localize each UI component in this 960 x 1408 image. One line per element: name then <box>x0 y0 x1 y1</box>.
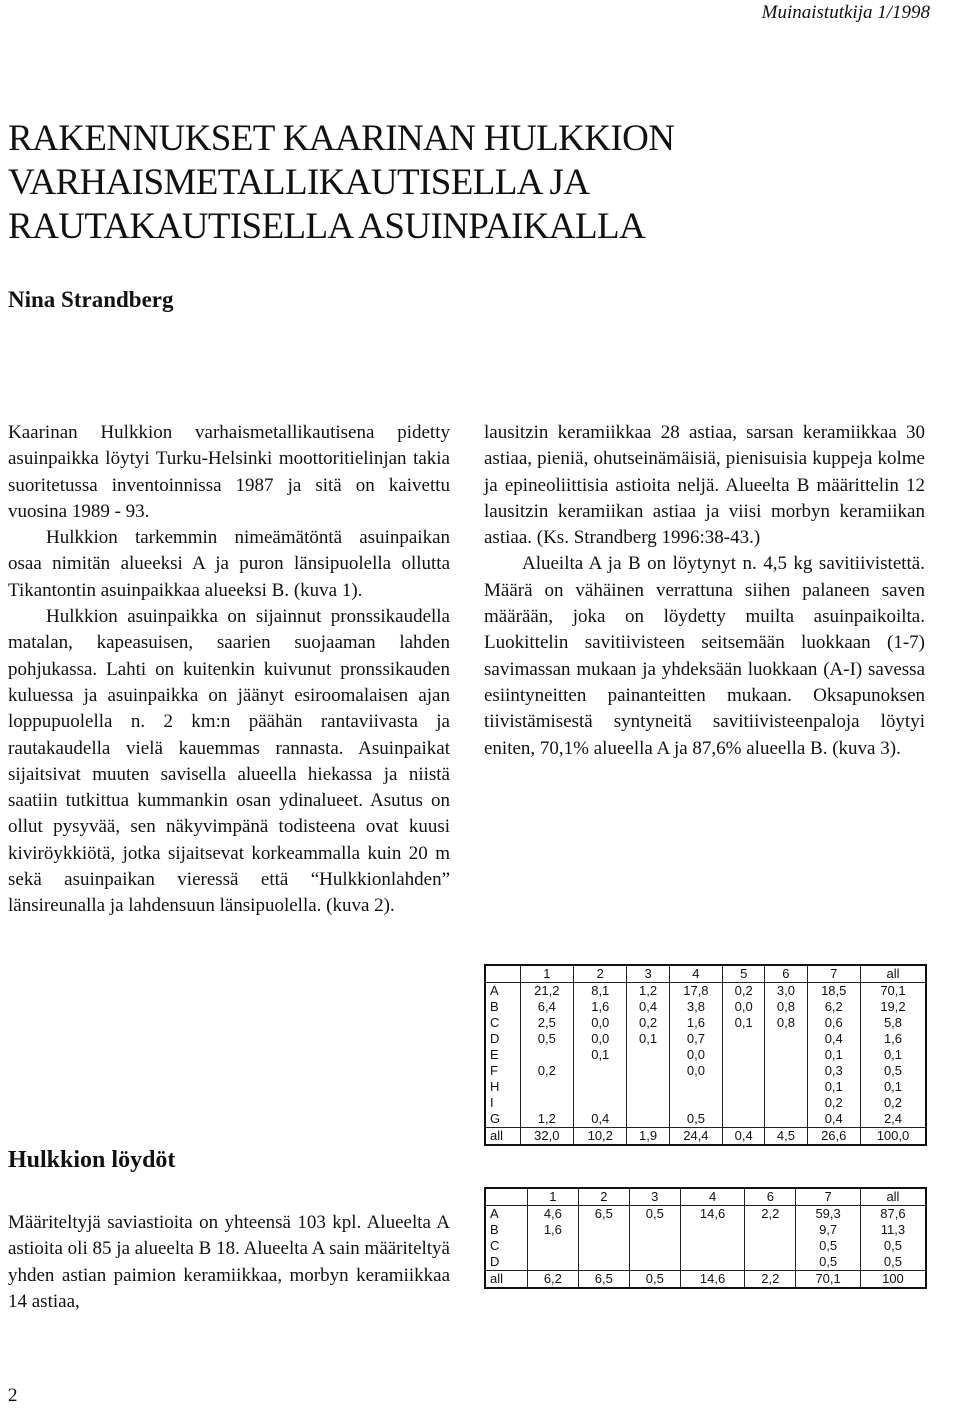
table-cell: 3,0 <box>765 983 807 1000</box>
table-cell: C <box>485 1238 527 1254</box>
table-cell: 100 <box>860 1271 926 1289</box>
table-row <box>485 1271 926 1289</box>
table-cell: 59,3 <box>796 1206 861 1223</box>
table-row <box>485 1095 926 1111</box>
table-cell <box>629 1222 680 1238</box>
table-cell: 9,7 <box>796 1222 861 1238</box>
table-cell: 6,2 <box>527 1271 578 1289</box>
table-row <box>485 1079 926 1095</box>
table-row <box>485 1047 926 1063</box>
table-row <box>485 1222 926 1238</box>
table-cell <box>745 1238 796 1254</box>
paragraph: Määriteltyjä saviastioita on yhteensä 103 kpl. Alueelta A astioita oli 85 ja alueelta B 18. Alueelta A sain määriteltyä yhden astian paimion keramiikkaa, morbyn keramiikkaa 14 astiaa, <box>8 1212 450 1312</box>
article-title <box>8 117 674 249</box>
table-cell: 6 <box>765 965 807 983</box>
table-cell: 0,3 <box>807 1063 860 1079</box>
table-cell: 0,5 <box>629 1271 680 1289</box>
title-line: VARHAISMETALLIKAUTISELLA JA <box>8 162 590 203</box>
table-cell: 6,2 <box>807 999 860 1015</box>
table-cell: 2 <box>574 965 627 983</box>
table-cell: 1,9 <box>627 1128 669 1146</box>
table-cell: C <box>485 1015 520 1031</box>
table-cell: 3 <box>627 965 669 983</box>
table-row <box>485 999 926 1015</box>
table-cell: B <box>485 1222 527 1238</box>
table-cell <box>627 1063 669 1079</box>
table-cell: 100,0 <box>860 1128 926 1146</box>
table-row <box>485 1128 926 1146</box>
table-cell: 0,1 <box>723 1015 765 1031</box>
right-column <box>484 420 925 762</box>
table-cell: 1,6 <box>527 1222 578 1238</box>
table-cell <box>669 1079 722 1095</box>
table-cell: 0,4 <box>627 999 669 1015</box>
table-cell <box>578 1222 629 1238</box>
table-cell <box>578 1238 629 1254</box>
table-row <box>485 1111 926 1128</box>
paragraph: Hulkkion asuinpaikka on sijainnut pronssikaudella matalan, kapeasuisen, saarien suojaaman lahden pohjukassa. Lahti on kuitenkin kuivunut pronssikauden kuluessa ja asuinpaikka on jäänyt esiroomalaisen ajan loppupuolella n. 2 km:n päähän rantaviivasta ja rautakaudella vielä kauemmas rannasta. Asuinpaikat sijaitsivat muuten savisella alueella hiekassa ja niistä saatiin tutkittua kummankin osan ydinalueet. Asutus on ollut pysyvää, sen näkyvimpänä todisteena ovat kuusi kiviröykkiötä, jotka sijaitsevat korkeammalla kuin 20 m sekä asuinpaikan vieressä että “Hulkkionlahden” länsireunalla ja lahdensuun länsipuolella. (kuva 2). <box>8 606 450 917</box>
paragraph: Kaarinan Hulkkion varhaismetallikautisena pidetty asuinpaikka löytyi Turku-Helsinki moottoritielinjan takia suoritetussa inventoinnissa 1987 ja sitä on kaivettu vuosina 1989 - 93. <box>8 422 450 522</box>
table-cell: 0,1 <box>807 1047 860 1063</box>
table-row <box>485 1238 926 1254</box>
table-cell: 4,6 <box>527 1206 578 1223</box>
table-cell: 0,2 <box>520 1063 573 1079</box>
table-row <box>485 1031 926 1047</box>
table-cell: D <box>485 1254 527 1271</box>
table-cell: 70,1 <box>860 983 926 1000</box>
table-cell: 0,0 <box>574 1015 627 1031</box>
table-cell: 1,6 <box>860 1031 926 1047</box>
table-cell: E <box>485 1047 520 1063</box>
table-cell: D <box>485 1031 520 1047</box>
table-row <box>485 1015 926 1031</box>
table-cell: 1 <box>520 965 573 983</box>
table-cell: F <box>485 1063 520 1079</box>
table-cell: 0,6 <box>807 1015 860 1031</box>
table-cell <box>578 1254 629 1271</box>
table-cell: 0,2 <box>807 1095 860 1111</box>
table-cell <box>669 1095 722 1111</box>
title-line: RAUTAKAUTISELLA ASUINPAIKALLA <box>8 206 646 247</box>
table-cell: 1,6 <box>574 999 627 1015</box>
bottom-left-column <box>8 1210 450 1315</box>
table-cell: 0,1 <box>574 1047 627 1063</box>
table-cell: 18,5 <box>807 983 860 1000</box>
table-cell: 0,5 <box>520 1031 573 1047</box>
journal-header: Muinaistutkija 1/1998 <box>761 2 930 23</box>
table-cell: I <box>485 1095 520 1111</box>
table-cell: 8,1 <box>574 983 627 1000</box>
table-cell: 0,5 <box>860 1238 926 1254</box>
table-cell: B <box>485 999 520 1015</box>
table-cell <box>574 1079 627 1095</box>
table-cell: 0,1 <box>807 1079 860 1095</box>
table-cell: 11,3 <box>860 1222 926 1238</box>
table-cell: 0,1 <box>860 1079 926 1095</box>
table-cell: 0,4 <box>807 1111 860 1128</box>
table-cell: 26,6 <box>807 1128 860 1146</box>
table-cell: 6 <box>745 1188 796 1206</box>
table-cell <box>627 1095 669 1111</box>
table-cell: 17,8 <box>669 983 722 1000</box>
table-cell <box>680 1222 745 1238</box>
table-cell: 1,2 <box>627 983 669 1000</box>
table-cell <box>627 1111 669 1128</box>
table-cell: 0,4 <box>807 1031 860 1047</box>
table-cell: 1,6 <box>669 1015 722 1031</box>
table-cell: 0,4 <box>574 1111 627 1128</box>
table-cell <box>765 1031 807 1047</box>
table-cell: 0,7 <box>669 1031 722 1047</box>
table-cell: 0,5 <box>629 1206 680 1223</box>
table-cell: 1,2 <box>520 1111 573 1128</box>
paragraph: Hulkkion tarkemmin nimeämätöntä asuinpaikan osaa nimitän alueeksi A ja puron länsipuolella ollutta Tikantontin asuinpaikkaa alueeksi B. (kuva 1). <box>8 527 450 601</box>
table-cell: 2,4 <box>860 1111 926 1128</box>
table-cell <box>680 1254 745 1271</box>
table-cell <box>723 1095 765 1111</box>
table-row <box>485 983 926 1000</box>
table-cell <box>765 1111 807 1128</box>
table-cell <box>527 1254 578 1271</box>
table-cell: 21,2 <box>520 983 573 1000</box>
table-cell: 19,2 <box>860 999 926 1015</box>
paragraph: Alueilta A ja B on löytynyt n. 4,5 kg savitiivistettä. Määrä on vähäinen verrattuna siihen palaneen saven määrään, joka on löydetty muilta asuinpaikoilta. Luokittelin savitiivisteen seitsemään luokkaan (1-7) savimassan mukaan ja yhdeksään luokkaan (A-I) savessa esiintyneitten painanteitten mukaan. Oksapunoksen tiivistämisestä syntyneitä savitiivisteenpaloja löytyi eniten, 70,1% alueella A ja 87,6% alueella B. (kuva 3). <box>484 553 925 759</box>
table-cell: 24,4 <box>669 1128 722 1146</box>
table-cell <box>520 1095 573 1111</box>
table-cell: 3,8 <box>669 999 722 1015</box>
table-cell: 4 <box>680 1188 745 1206</box>
table-row <box>485 1063 926 1079</box>
author-name: Nina Strandberg <box>8 287 174 312</box>
table-cell <box>680 1238 745 1254</box>
table-cell <box>723 1063 765 1079</box>
clay-daub-table-1 <box>484 964 927 1146</box>
table-cell: H <box>485 1079 520 1095</box>
table-cell <box>527 1238 578 1254</box>
table-cell <box>765 1063 807 1079</box>
table-cell <box>723 1031 765 1047</box>
table-header-row <box>485 965 926 983</box>
table-cell: 0,5 <box>860 1063 926 1079</box>
table-cell: 2,5 <box>520 1015 573 1031</box>
table-cell <box>574 1063 627 1079</box>
table-cell: 14,6 <box>680 1271 745 1289</box>
table-cell <box>520 1079 573 1095</box>
table-cell: all <box>860 965 926 983</box>
table-cell: 0,0 <box>723 999 765 1015</box>
table-cell: 5,8 <box>860 1015 926 1031</box>
table-cell <box>745 1254 796 1271</box>
table-cell <box>629 1254 680 1271</box>
table-cell: 0,0 <box>574 1031 627 1047</box>
table-cell: 0,2 <box>860 1095 926 1111</box>
table-cell: 7 <box>796 1188 861 1206</box>
table-cell <box>520 1047 573 1063</box>
section-heading: Hulkkion löydöt <box>8 1147 176 1173</box>
table-cell: 3 <box>629 1188 680 1206</box>
table-cell: A <box>485 1206 527 1223</box>
table-header-row <box>485 1188 926 1206</box>
table-cell: 2 <box>578 1188 629 1206</box>
table-cell <box>574 1095 627 1111</box>
table-cell: 6,5 <box>578 1206 629 1223</box>
clay-daub-table-2 <box>484 1187 927 1289</box>
left-column <box>8 420 450 920</box>
table-cell: 0,5 <box>796 1254 861 1271</box>
table-cell: 10,2 <box>574 1128 627 1146</box>
table-cell: all <box>485 1128 520 1146</box>
table-cell <box>627 1047 669 1063</box>
table-cell: all <box>860 1188 926 1206</box>
table-cell: 2,2 <box>745 1206 796 1223</box>
table-cell <box>765 1079 807 1095</box>
table-row <box>485 1254 926 1271</box>
table-cell: G <box>485 1111 520 1128</box>
table-cell: 7 <box>807 965 860 983</box>
page-number: 2 <box>8 1385 18 1406</box>
table-cell <box>485 1188 527 1206</box>
table-cell: all <box>485 1271 527 1289</box>
table-cell <box>765 1095 807 1111</box>
table-cell <box>745 1222 796 1238</box>
table-cell: 4 <box>669 965 722 983</box>
table-cell: 32,0 <box>520 1128 573 1146</box>
table-cell <box>485 965 520 983</box>
table-cell: 1 <box>527 1188 578 1206</box>
table-cell: 5 <box>723 965 765 983</box>
paragraph: lausitzin keramiikkaa 28 astiaa, sarsan keramiikkaa 30 astiaa, pieniä, ohutseinämäisiä, pienisuisia kuppeja kolme ja epineoliittisia astioita neljä. Alueelta B määrittelin 12 lausitzin keramiikan astiaa ja viisi morbyn keramiikan astiaa. (Ks. Strandberg 1996:38-43.) <box>484 422 925 549</box>
table-cell: 14,6 <box>680 1206 745 1223</box>
table-cell: 0,5 <box>860 1254 926 1271</box>
table-cell: 0,5 <box>796 1238 861 1254</box>
table-cell: 2,2 <box>745 1271 796 1289</box>
table-cell <box>723 1079 765 1095</box>
table-cell: 0,1 <box>860 1047 926 1063</box>
table-cell <box>723 1111 765 1128</box>
table-cell: 4,5 <box>765 1128 807 1146</box>
table-cell: 0,2 <box>627 1015 669 1031</box>
table-cell: 0,2 <box>723 983 765 1000</box>
table-cell <box>765 1047 807 1063</box>
table-cell <box>723 1047 765 1063</box>
table-cell: 0,1 <box>627 1031 669 1047</box>
table-cell: 70,1 <box>796 1271 861 1289</box>
table-cell: 0,8 <box>765 999 807 1015</box>
table-row <box>485 1206 926 1223</box>
table-cell: 87,6 <box>860 1206 926 1223</box>
table-cell: A <box>485 983 520 1000</box>
table-cell: 0,0 <box>669 1063 722 1079</box>
table-cell: 6,5 <box>578 1271 629 1289</box>
table-cell <box>629 1238 680 1254</box>
table-cell: 0,4 <box>723 1128 765 1146</box>
table-cell: 6,4 <box>520 999 573 1015</box>
table-cell: 0,5 <box>669 1111 722 1128</box>
table-cell: 0,8 <box>765 1015 807 1031</box>
table-cell <box>627 1079 669 1095</box>
table-cell: 0,0 <box>669 1047 722 1063</box>
title-line: RAKENNUKSET KAARINAN HULKKION <box>8 118 675 159</box>
